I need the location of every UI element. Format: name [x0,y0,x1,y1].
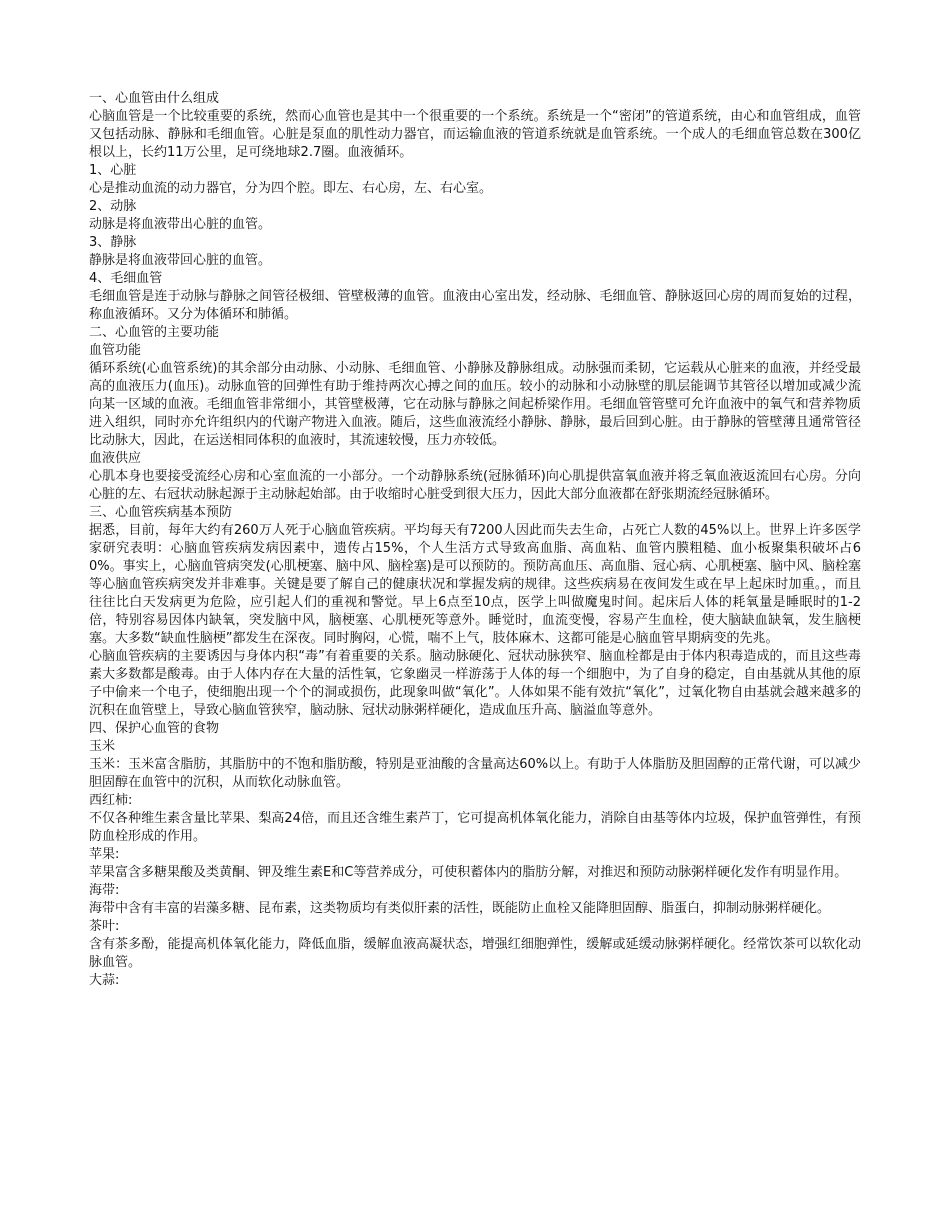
subheading-heart: 1、心脏 [89,163,137,178]
paragraph-vein: 静脉是将血液带回心脏的血管。 [89,253,272,268]
subheading-garlic: 大蒜: [89,973,120,988]
section-heading-foods: 四、保护心血管的食物 [89,721,220,736]
subheading-artery: 2、动脉 [89,199,137,214]
paragraph-heart: 心是推动血流的动力器官，分为四个腔。即左、右心房，左、右心室。 [89,181,493,196]
paragraph-blood-supply: 心肌本身也要接受流经心房和心室血流的一小部分。一个动静脉系统(冠脉循环)向心肌提供富氧血液并将乏氧血液返流回右心房。分向心脏的左、右冠状动脉起源于主动脉起始部。由于收缩时心脏受到很大压力，因此大部分血液都在舒张期流经冠脉循环。 [89,469,861,502]
paragraph-artery: 动脉是将血液带出心脏的血管。 [89,217,272,232]
section-heading-functions: 二、心血管的主要功能 [89,325,220,340]
section-heading-prevention: 三、心血管疾病基本预防 [89,505,233,520]
subheading-tea: 茶叶: [89,919,120,934]
subheading-tomato: 西红柿: [89,793,133,808]
paragraph-tea: 含有茶多酚，能提高机体氧化能力，降低血脂，缓解血液高凝状态，增强红细胞弹性，缓解或延缓动脉粥样硬化。经常饮茶可以软化动脉血管。 [89,937,861,970]
paragraph-prevention-1: 据悉，目前，每年大约有260万人死于心脑血管疾病。平均每天有7200人因此而失去生命，占死亡人数的45%以上。世界上许多医学家研究表明：心脑血管疾病发病因素中，遗传占15%，个人生活方式导致高血脂、高血粘、血管内膜粗糙、血小板聚集积破坏占60%。事实上，心脑血管病突发(心肌梗塞、脑中风、脑栓塞)是可以预防的。预防高血压、高血脂、冠心病、心肌梗塞、脑中风、脑栓塞等心脑血管疾病突发并非难事。关键是要了解自己的健康状况和掌握发病的规律。这些疾病易在夜间发生或在早上起床时加重。，而且往往比白天发病更为危险，应引起人们的重视和警觉。早上6点至10点，医学上叫做魔鬼时间。起床后人体的耗氧量是睡眠时的1-2倍，特别容易因体内缺氧，突发脑中风，脑梗塞、心肌梗死等意外。睡觉时，血流变慢，容易产生血栓，使大脑缺血缺氧，发生脑梗塞。大多数“缺血性脑梗”都发生在深夜。同时胸闷，心慌，喘不上气，肢体麻木、这都可能是心脑血管早期病变的先兆。 [89,523,861,646]
paragraph-vessel-function: 循环系统(心血管系统)的其余部分由动脉、小动脉、毛细血管、小静脉及静脉组成。动脉强而柔韧，它运载从心脏来的血液，并经受最高的血液压力(血压)。动脉血管的回弹性有助于维持两次心搏之间的血压。较小的动脉和小动脉壁的肌层能调节其管径以增加或减少流向某一区域的血液。毛细血管非常细小，其管壁极薄，它在动脉与静脉之间起桥梁作用。毛细血管管壁可允许血液中的氧气和营养物质进入组织，同时亦允许组织内的代谢产物进入血液。随后，这些血液流经小静脉、静脉，最后回到心脏。由于静脉的管壁薄且通常管径比动脉大，因此，在运送相同体积的血液时，其流速较慢，压力亦较低。 [89,361,861,448]
subheading-kelp: 海带: [89,883,120,898]
paragraph-kelp: 海带中含有丰富的岩藻多糖、昆布素，这类物质均有类似肝素的活性，既能防止血栓又能降胆固醇、脂蛋白，抑制动脉粥样硬化。 [89,901,831,916]
paragraph-tomato: 不仅各种维生素含量比苹果、梨高24倍，而且还含维生素芦丁，它可提高机体氧化能力，消除自由基等体内垃圾，保护血管弹性，有预防血栓形成的作用。 [89,811,861,844]
paragraph-apple: 苹果富含多糖果酸及类黄酮、钾及维生素E和C等营养成分，可使积蓄体内的脂肪分解，对推迟和预防动脉粥样硬化发作有明显作用。 [89,865,848,880]
paragraph-intro: 心脑血管是一个比较重要的系统，然而心血管也是其中一个很重要的一个系统。系统是一个“密闭”的管道系统，由心和血管组成，血管又包括动脉、静脉和毛细血管。心脏是泵血的肌性动力器官，而运输血液的管道系统就是血管系统。一个成人的毛细血管总数在300亿根以上，长约11万公里，足可绕地球2.7圈。血液循环。 [89,109,861,160]
paragraph-corn: 玉米：玉米富含脂肪，其脂肪中的不饱和脂肪酸，特别是亚油酸的含量高达60%以上。有助于人体脂肪及胆固醇的正常代谢，可以减少胆固醇在血管中的沉积，从而软化动脉血管。 [89,757,861,790]
section-heading-composition: 一、心血管由什么组成 [89,91,220,106]
subheading-apple: 苹果: [89,847,120,862]
paragraph-capillary: 毛细血管是连于动脉与静脉之间管径极细、管壁极薄的血管。血液由心室出发，经动脉、毛细血管、静脉返回心房的周而复始的过程，称血液循环。又分为体循环和肺循。 [89,289,861,322]
subheading-corn: 玉米 [89,739,116,754]
subheading-blood-supply: 血液供应 [89,451,142,466]
document-body [89,90,861,990]
subheading-vessel-function: 血管功能 [89,343,142,358]
paragraph-prevention-2: 心脑血管疾病的主要诱因与身体内积“毒”有着重要的关系。脑动脉硬化、冠状动脉狭窄、脑血栓都是由于体内积毒造成的，而且这些毒素大多数都是酸毒。由于人体内存在大量的活性氧，它象幽灵一样游荡于人体的每一个细胞中，为了自身的稳定，自由基就从其他的原子中偷来一个电子，使细胞出现一个个的洞或损伤，此现象叫做“氧化”。人体如果不能有效抗“氧化”，过氧化物自由基就会越来越多的沉积在血管壁上，导致心脑血管狭窄，脑动脉、冠状动脉粥样硬化，造成血压升高、脑溢血等意外。 [89,649,861,718]
subheading-vein: 3、静脉 [89,235,137,250]
subheading-capillary: 4、毛细血管 [89,271,163,286]
